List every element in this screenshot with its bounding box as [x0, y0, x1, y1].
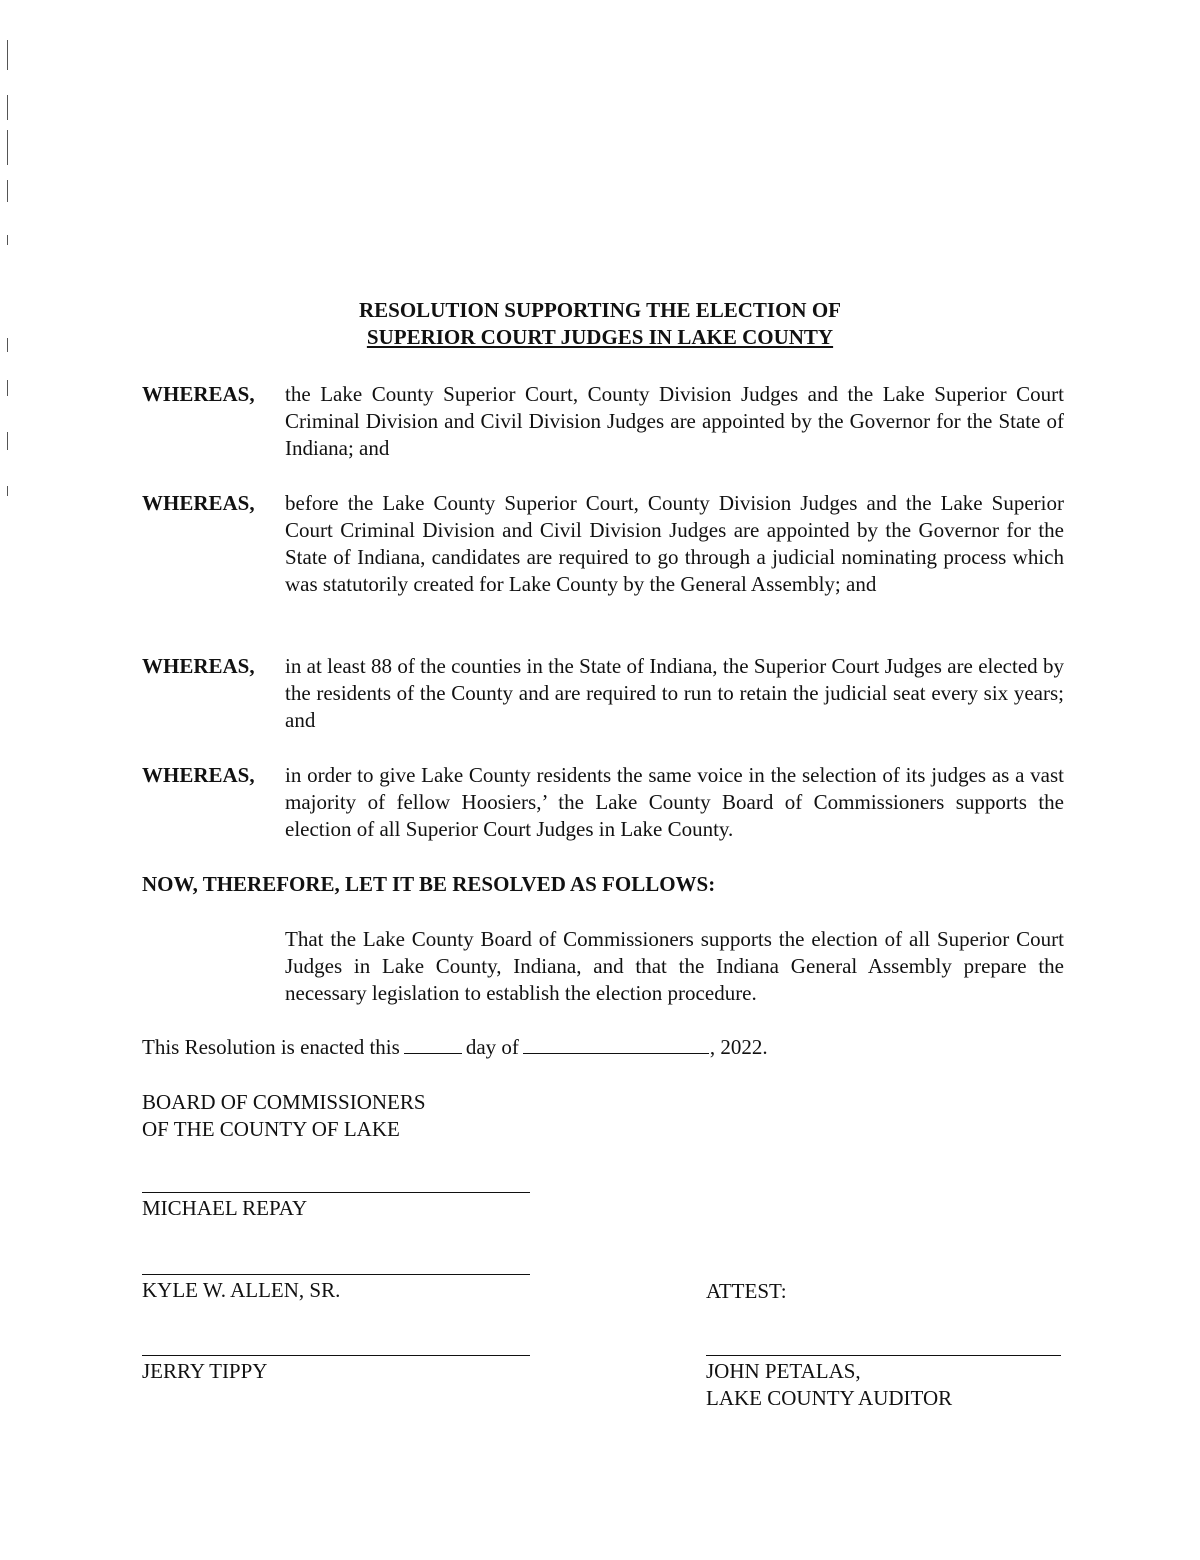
scan-mark	[7, 235, 8, 245]
board-line2: OF THE COUNTY OF LAKE	[142, 1117, 400, 1141]
scan-mark	[7, 95, 8, 120]
scan-mark	[7, 486, 8, 496]
month-blank	[523, 1035, 709, 1054]
signatory-name: MICHAEL REPAY	[142, 1196, 308, 1220]
whereas-text: the Lake County Superior Court, County Division Judges and the Lake Superior Court Criminal Division and Civil Division Judges are appointed by the Governor for the State of Indiana; and	[285, 382, 1064, 460]
whereas-label: WHEREAS,	[142, 382, 255, 406]
signature-line	[142, 1192, 530, 1193]
whereas-text: in order to give Lake County residents the same voice in the selection of its judges as a vast majority of fellow Hoosiers,’ the Lake County Board of Commissioners supports the election of all Superior Court Judges in Lake County.	[285, 763, 1064, 841]
scan-mark	[7, 380, 8, 396]
signatory-name: JERRY TIPPY	[142, 1359, 268, 1383]
attest-label: ATTEST:	[706, 1279, 787, 1303]
auditor-name: JOHN PETALAS,	[706, 1359, 861, 1383]
scan-mark	[7, 130, 8, 165]
day-blank	[404, 1035, 462, 1054]
enacted-prefix: This Resolution is enacted this	[142, 1035, 400, 1059]
board-line1: BOARD OF COMMISSIONERS	[142, 1090, 426, 1114]
resolved-heading: NOW, THEREFORE, LET IT BE RESOLVED AS FOLLOWS:	[142, 872, 716, 896]
whereas-label: WHEREAS,	[142, 491, 255, 515]
document-title-line1: RESOLUTION SUPPORTING THE ELECTION OF	[359, 298, 841, 322]
whereas-label: WHEREAS,	[142, 763, 255, 787]
auditor-title: LAKE COUNTY AUDITOR	[706, 1386, 953, 1410]
resolved-text: That the Lake County Board of Commissioners supports the election of all Superior Court Judges in Lake County, Indiana, and that the Indiana General Assembly prepare the necessary legislation to establish the election procedure.	[285, 927, 1064, 1005]
document-title-line2: SUPERIOR COURT JUDGES IN LAKE COUNTY	[366, 325, 834, 349]
whereas-text: before the Lake County Superior Court, County Division Judges and the Lake Superior Court Criminal Division and Civil Division Judges are appointed by the Governor for the State of Indiana, candidates are required to go through a judicial nominating process which was statutorily created for Lake County by the General Assembly; and	[285, 491, 1064, 596]
auditor-signature-line	[706, 1355, 1061, 1356]
enacted-suffix: , 2022.	[709, 1035, 768, 1059]
scan-mark	[7, 432, 8, 450]
enacted-middle: day of	[465, 1035, 519, 1059]
signatory-name: KYLE W. ALLEN, SR.	[142, 1278, 341, 1302]
scan-mark	[7, 180, 8, 202]
signature-line	[142, 1355, 530, 1356]
signature-line	[142, 1274, 530, 1275]
enacted-line	[142, 1034, 768, 1061]
scan-mark	[7, 40, 8, 70]
board-heading	[142, 1089, 426, 1143]
whereas-label: WHEREAS,	[142, 654, 255, 678]
whereas-text: in at least 88 of the counties in the State of Indiana, the Superior Court Judges are elected by the residents of the County and are required to run to retain the judicial seat every six years; and	[285, 654, 1064, 732]
